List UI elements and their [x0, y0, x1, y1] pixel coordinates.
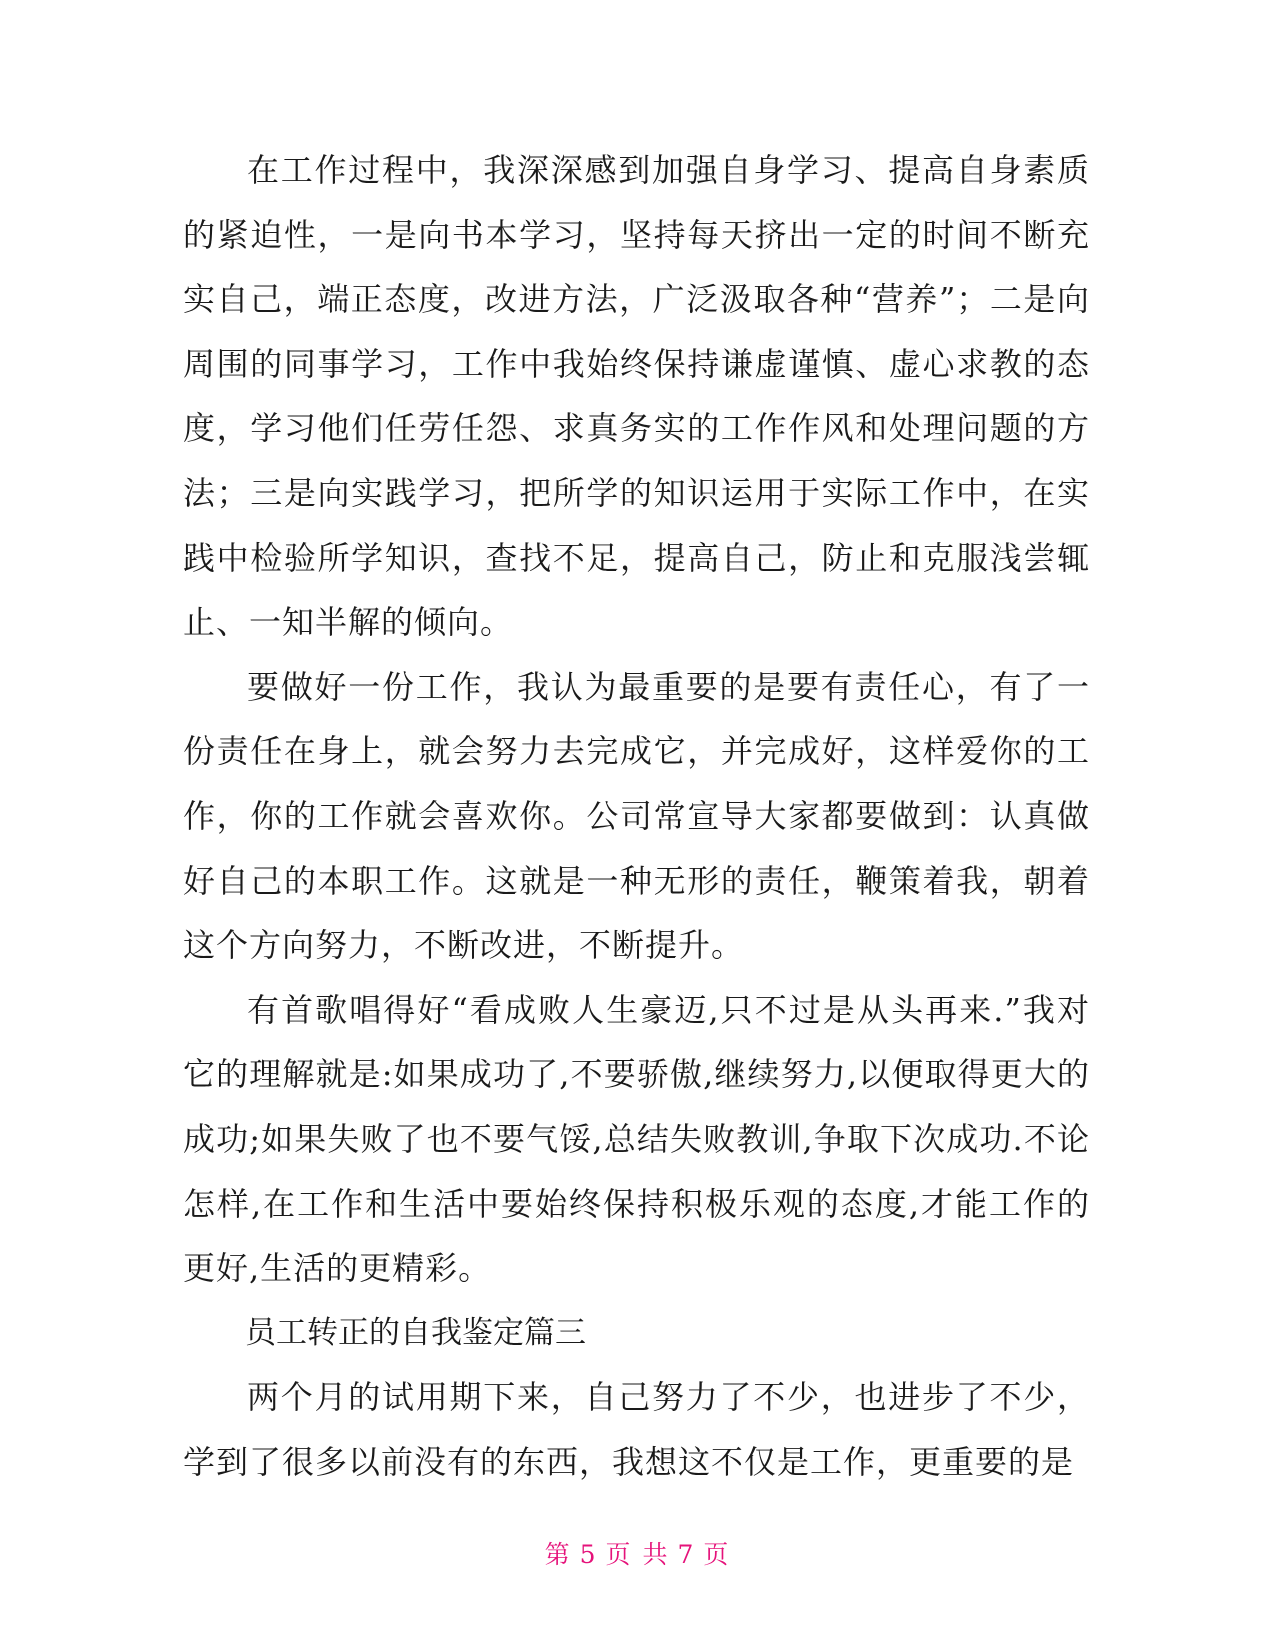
paragraph-probation: 两个月的试用期下来，自己努力了不少，也进步了不少，学到了很多以前没有的东西，我想这不仅是工作，更重要的是: [183, 1378, 1090, 1481]
footer-middle: 页 共: [605, 1540, 670, 1569]
footer-page-number: 5: [579, 1540, 598, 1569]
page-footer: [0, 1538, 1275, 1572]
footer-total-pages: 7: [677, 1540, 696, 1569]
paragraph-song: 有首歌唱得好“看成败人生豪迈,只不过是从头再来.”我对它的理解就是:如果成功了,不要骄傲,继续努力,以便取得更大的成功;如果失败了也不要气馁,总结失败教训,争取下次成功.不论怎样,在工作和生活中要始终保持积极乐观的态度,才能工作的更好,生活的更精彩。: [183, 990, 1090, 1288]
paragraph-responsibility: 要做好一份工作，我认为最重要的是要有责任心，有了一份责任在身上，就会努力去完成它，并完成好，这样爱你的工作，你的工作就会喜欢你。公司常宣导大家都要做到：认真做好自己的本职工作。这就是一种无形的责任，鞭策着我，朝着这个方向努力，不断改进，不断提升。: [183, 667, 1090, 965]
document-body: [183, 138, 1090, 1494]
section-heading: 员工转正的自我鉴定篇三: [245, 1314, 586, 1351]
footer-suffix: 页: [703, 1540, 731, 1569]
footer-prefix: 第: [544, 1540, 572, 1569]
paragraph-study: 在工作过程中，我深深感到加强自身学习、提高自身素质的紧迫性，一是向书本学习，坚持每天挤出一定的时间不断充实自己，端正态度，改进方法，广泛汲取各种“营养”；二是向周围的同事学习，工作中我始终保持谦虚谨慎、虚心求教的态度，学习他们任劳任怨、求真务实的工作作风和处理问题的方法；三是向实践学习，把所学的知识运用于实际工作中，在实践中检验所学知识，查找不足，提高自己，防止和克服浅尝辄止、一知半解的倾向。: [183, 151, 1090, 642]
